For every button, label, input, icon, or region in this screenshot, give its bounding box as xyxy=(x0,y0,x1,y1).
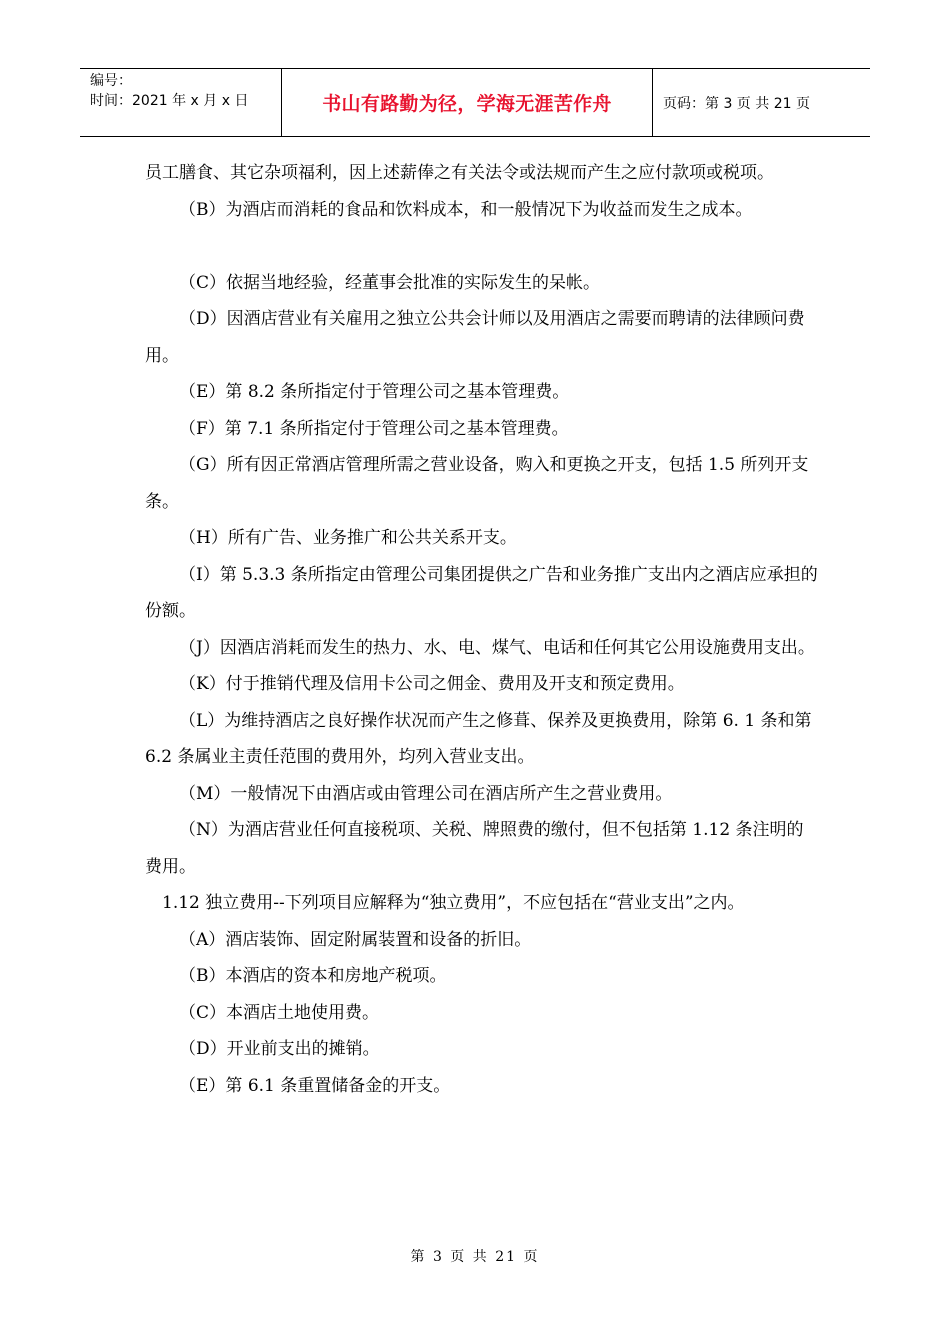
clause-e: （E）第 8.2 条所指定付于管理公司之基本管理费。 xyxy=(179,382,570,402)
clause-h: （H）所有广告、业务推广和公共关系开支。 xyxy=(179,528,517,548)
blank-line xyxy=(145,228,820,265)
item-d: （D）开业前支出的摊销。 xyxy=(179,1039,380,1059)
clause-j: （J）因酒店消耗而发生的热力、水、电、煤气、电话和任何其它公用设施费用支出。 xyxy=(179,637,815,658)
item-a: （A）酒店装饰、固定附属装置和设备的折旧。 xyxy=(179,929,532,950)
paragraph-continuation: 员工膳食、其它杂项福利，因上述薪俸之有关法令或法规而产生之应付款项或税项。 xyxy=(145,163,774,183)
clause-b: （B）为酒店而消耗的食品和饮料成本，和一般情况下为收益而发生之成本。 xyxy=(179,199,753,220)
clause-k: （K）付于推销代理及信用卡公司之佣金、费用及开支和预定费用。 xyxy=(179,674,685,694)
page-footer: 第 3 页 共 21 页 xyxy=(410,1249,540,1265)
clause-n: （N）为酒店营业任何直接税项、关税、牌照费的缴付，但不包括第 1.12 条注明的费用。 xyxy=(145,820,804,877)
clause-i: （I）第 5.3.3 条所指定由管理公司集团提供之广告和业务推广支出内之酒店应承担的份额。 xyxy=(145,564,818,621)
clause-m: （M）一般情况下由酒店或由管理公司在酒店所产生之营业费用。 xyxy=(179,783,673,804)
item-c: （C）本酒店土地使用费。 xyxy=(179,1002,380,1023)
document-number-label: 编号： xyxy=(90,73,132,89)
clause-c: （C）依据当地经验，经董事会批准的实际发生的呆帐。 xyxy=(179,272,601,293)
clause-g: （G）所有因正常酒店管理所需之营业设备，购入和更换之开支，包括 1.5 所列开支条。 xyxy=(145,455,809,512)
header-meta xyxy=(80,69,282,136)
document-time-label: 时间：2021 年 x 月 x 日 xyxy=(90,93,249,109)
section-1-12: 1.12 独立费用--下列项目应解释为“独立费用”，不应包括在“营业支出”之内。 xyxy=(162,893,745,913)
header-motto: 书山有路勤为径，学海无涯苦作舟 xyxy=(322,93,612,115)
header-page-info: 页码：第 3 页 共 21 页 xyxy=(663,95,810,112)
clause-l: （L）为维持酒店之良好操作状况而产生之修葺、保养及更换费用，除第 6. 1 条和第 6.2 条属业主责任范围的费用外，均列入营业支出。 xyxy=(145,710,812,767)
item-e: （E）第 6.1 条重置储备金的开支。 xyxy=(179,1075,451,1096)
clause-f: （F）第 7.1 条所指定付于管理公司之基本管理费。 xyxy=(179,418,569,439)
header-motto-cell xyxy=(282,69,653,136)
item-b: （B）本酒店的资本和房地产税项。 xyxy=(179,966,447,986)
clause-d: （D）因酒店营业有关雇用之独立公共会计师以及用酒店之需要而聘请的法律顾问费用。 xyxy=(145,309,805,366)
page-header xyxy=(80,68,870,137)
document-body xyxy=(145,155,820,1104)
